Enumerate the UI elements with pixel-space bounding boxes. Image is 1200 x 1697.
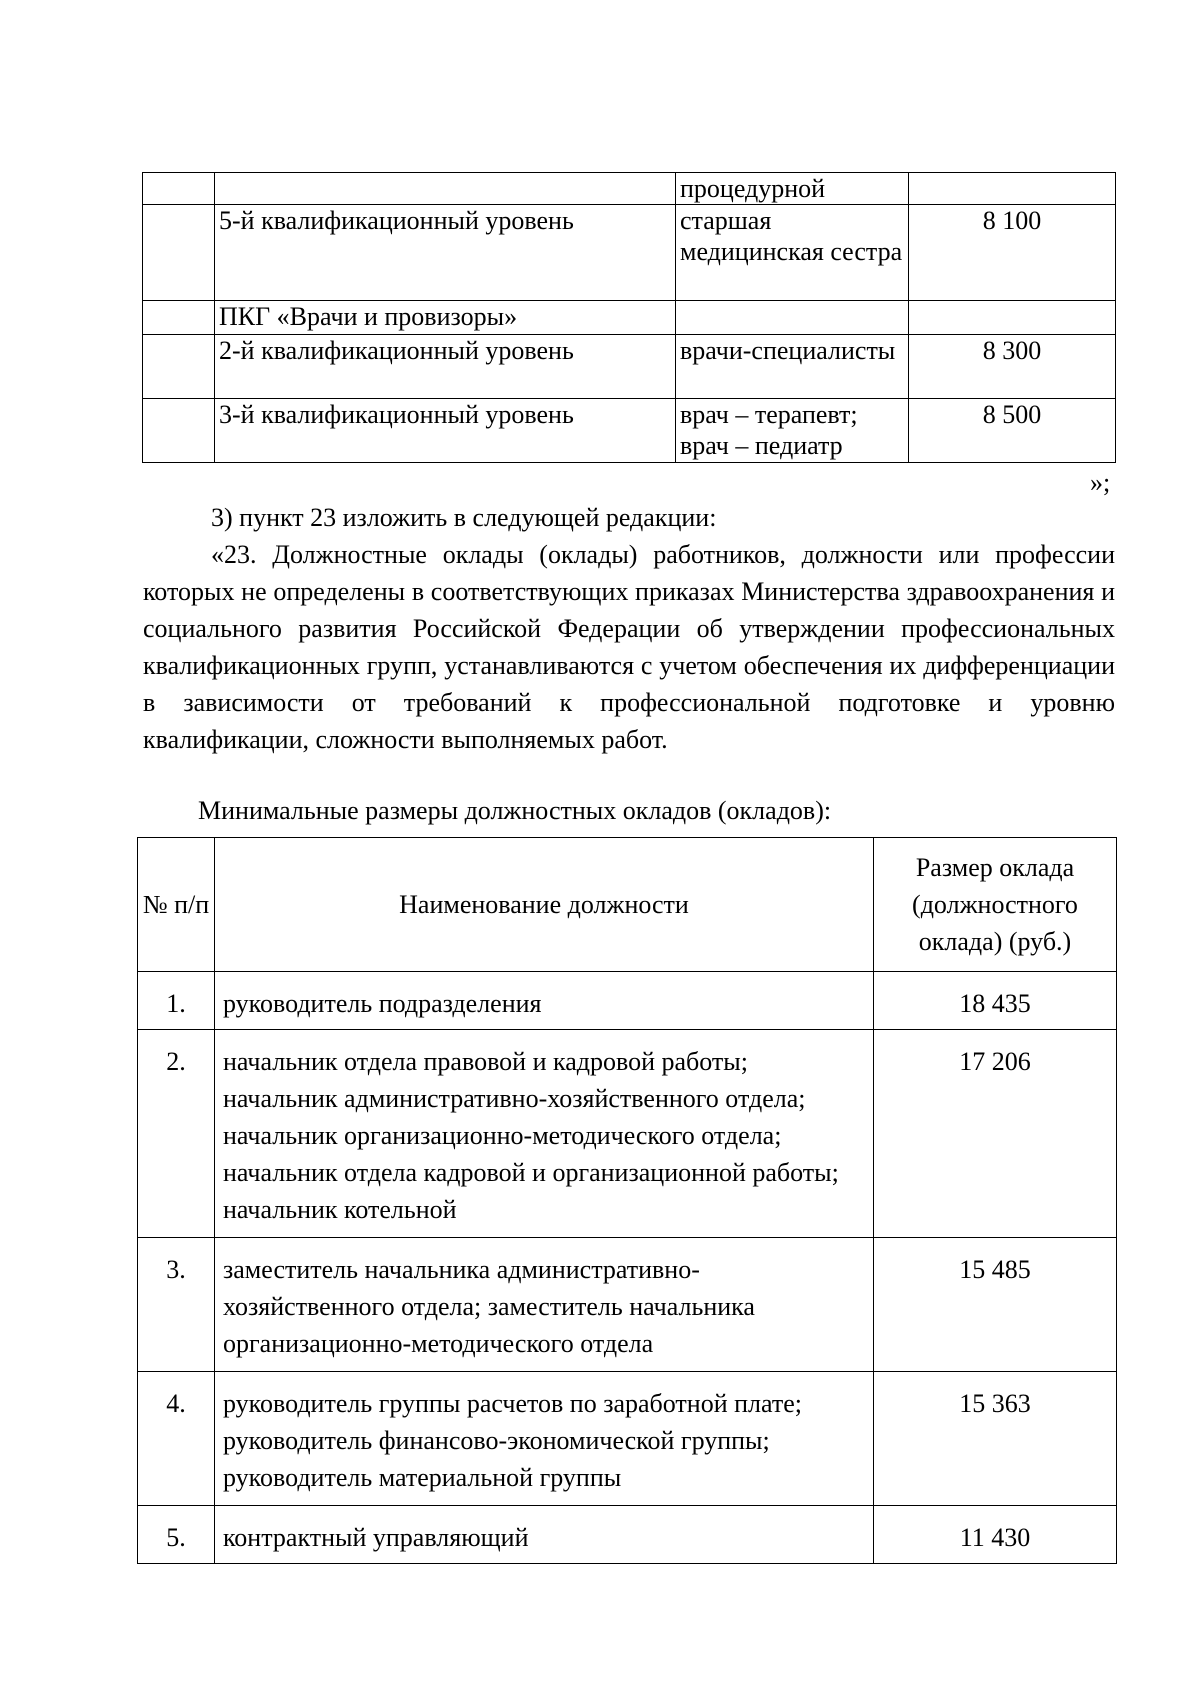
row-number-cell: [143, 301, 215, 335]
salary-table: [137, 837, 1117, 1564]
header-salary: Размер оклада (должностного оклада) (руб.): [874, 838, 1117, 972]
salary-cell: 11 430: [874, 1506, 1117, 1564]
salary-cell: 8 100: [909, 205, 1116, 301]
qualification-level-cell: 2-й квалификационный уровень: [215, 335, 676, 399]
paragraph-item-23-text: «23. Должностные оклады (оклады) работников, должности или профессии которых не определены в соответствующих приказах Министерства здравоохранения и социального развития Российской Федерации об утверждении профессиональных квалификационных групп, устанавливаются с учетом обеспечения их дифференциации в зависимости от требований к профессиональной подготовке и уровню квалификации, сложности выполняемых работ.: [143, 540, 1115, 754]
qualification-table: [142, 172, 1116, 463]
table-row: [138, 972, 1117, 1030]
row-number-cell: [143, 399, 215, 463]
table-row: [138, 1506, 1117, 1564]
position-cell: старшая медицинская сестра: [676, 205, 909, 301]
position-name-cell: начальник отдела правовой и кадровой работы; начальник административно-хозяйственного отдела; начальник организационно-методического отдела; начальник отдела кадровой и организационной работы; начальник котельной: [215, 1030, 874, 1238]
row-number-cell: 3.: [138, 1238, 215, 1372]
table-header-row: [138, 838, 1117, 972]
position-cell: врач – терапевт; врач – педиатр: [676, 399, 909, 463]
row-number-cell: [143, 335, 215, 399]
salary-cell: 8 300: [909, 335, 1116, 399]
salary-cell: 15 363: [874, 1372, 1117, 1506]
qualification-level-cell: [215, 173, 676, 205]
position-cell: [676, 301, 909, 335]
position-name-cell: заместитель начальника административно-хозяйственного отдела; заместитель начальника организационно-методического отдела: [215, 1238, 874, 1372]
position-name-cell: руководитель подразделения: [215, 972, 874, 1030]
paragraph-item-3-text: 3) пункт 23 изложить в следующей редакции:: [211, 503, 717, 532]
salary-cell: 17 206: [874, 1030, 1117, 1238]
salary-cell: 18 435: [874, 972, 1117, 1030]
table-row: [138, 1238, 1117, 1372]
qualification-group-cell: ПКГ «Врачи и провизоры»: [215, 301, 676, 335]
header-position-name: Наименование должности: [215, 838, 874, 972]
salary-cell: [909, 301, 1116, 335]
position-cell: процедурной: [676, 173, 909, 205]
row-number-cell: [143, 173, 215, 205]
salary-cell: [909, 173, 1116, 205]
row-number-cell: 4.: [138, 1372, 215, 1506]
row-number-cell: [143, 205, 215, 301]
paragraph-item-23: [143, 536, 1115, 758]
row-number-cell: 2.: [138, 1030, 215, 1238]
closing-quote: »;: [1090, 468, 1111, 497]
salary-cell: 15 485: [874, 1238, 1117, 1372]
table-row: [143, 399, 1116, 463]
qualification-level-cell: 5-й квалификационный уровень: [215, 205, 676, 301]
table-row: [143, 335, 1116, 399]
table-row: [138, 1372, 1117, 1506]
row-number-cell: 1.: [138, 972, 215, 1030]
header-number: № п/п: [138, 838, 215, 972]
table-row: [143, 205, 1116, 301]
table-row: [143, 301, 1116, 335]
qualification-level-cell: 3-й квалификационный уровень: [215, 399, 676, 463]
paragraph-item-3: [143, 499, 1115, 536]
position-name-cell: контрактный управляющий: [215, 1506, 874, 1564]
row-number-cell: 5.: [138, 1506, 215, 1564]
min-sizes-caption: Минимальные размеры должностных окладов (окладов):: [198, 796, 832, 825]
salary-cell: 8 500: [909, 399, 1116, 463]
position-name-cell: руководитель группы расчетов по заработной плате; руководитель финансово-экономической группы; руководитель материальной группы: [215, 1372, 874, 1506]
table-row: [138, 1030, 1117, 1238]
position-cell: врачи-специалисты: [676, 335, 909, 399]
table-row: [143, 173, 1116, 205]
